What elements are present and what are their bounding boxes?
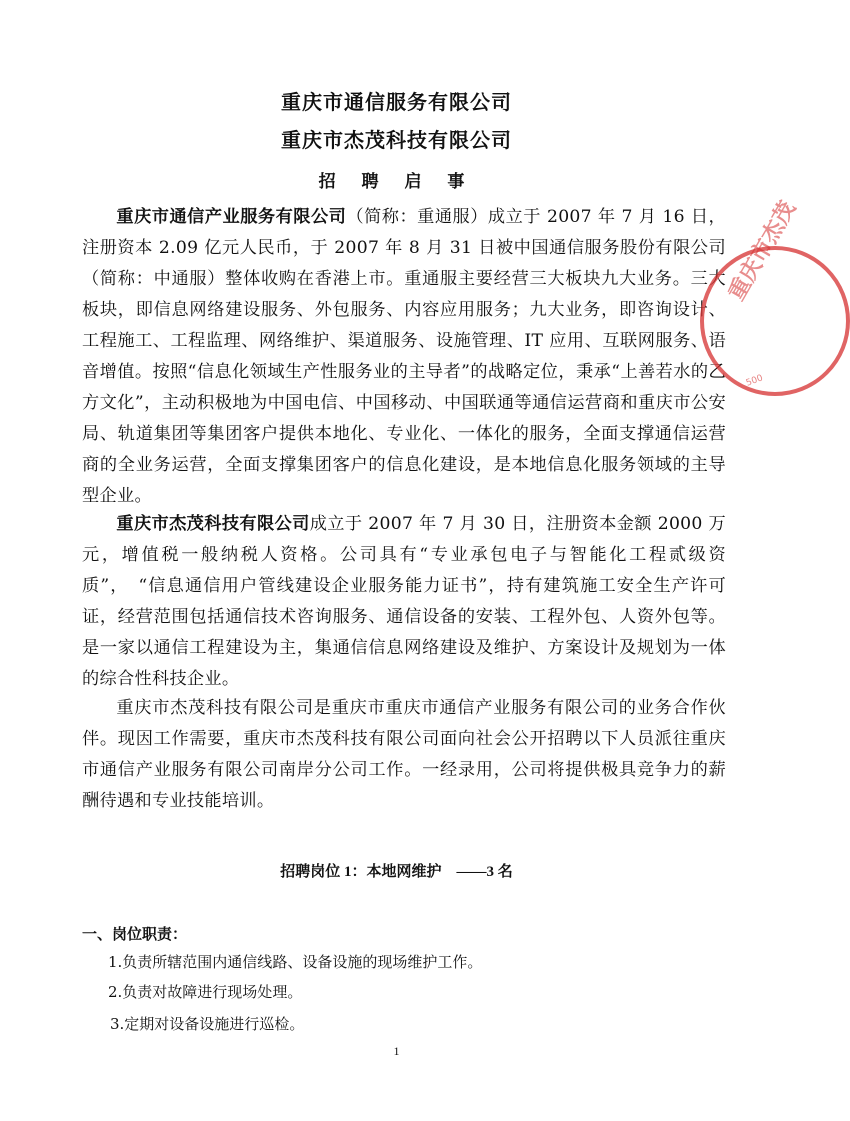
company-name-lead: 重庆市杰茂科技有限公司 <box>116 514 310 534</box>
paragraph-text: 重庆市杰茂科技有限公司是重庆市重庆市通信产业服务有限公司的业务合作伙伴。现因工作需要，重庆市杰茂科技有限公司面向社会公开招聘以下人员派往重庆市通信产业服务有限公司南岸分公司工作。一经录用，公司将提供极具竞争力的薪酬待遇和专业技能培训。 <box>82 698 726 811</box>
company-seal-stamp <box>700 196 850 396</box>
company-name-1: 重庆市通信服务有限公司 <box>281 90 512 114</box>
company-name-2: 重庆市杰茂科技有限公司 <box>281 128 512 152</box>
company-name-lead: 重庆市通信产业服务有限公司 <box>116 207 347 227</box>
seal-number: 500 <box>744 373 765 389</box>
seal-text: 重庆市杰茂 <box>723 196 801 305</box>
intro-paragraph-1 <box>82 202 726 512</box>
intro-paragraph-2 <box>82 509 726 695</box>
job-position-title: 招聘岗位 1：本地网维护 ——3 名 <box>280 864 513 880</box>
duty-item: 1.负责所辖范围内通信线路、设备设施的现场维护工作。 <box>108 953 483 971</box>
intro-paragraph-3 <box>82 693 726 817</box>
document-title: 招 聘 启 事 <box>318 172 475 192</box>
page-number: 1 <box>393 1044 400 1058</box>
paragraph-text: 成立于 2007 年 7 月 30 日，注册资本金额 2000 万元，增值税一般纳税人资格。公司具有“专业承包电子与智能化工程贰级资质”， “信息通信用户管线建设企业服务能力证书”，持有建筑施工安全生产许可证，经营范围包括通信技术咨询服务、通信设备的安装、工程外包、人资外包等。是一家以通信工程建设为主，集通信信息网络建设及维护、方案设计及规划为一体的综合性科技企业。 <box>82 514 726 689</box>
duty-item: 3.定期对设备设施进行巡检。 <box>110 1015 305 1033</box>
paragraph-text: （简称：重通服）成立于 2007 年 7 月 16 日，注册资本 2.09 亿元人民币，于 2007 年 8 月 31 日被中国通信服务股份有限公司（简称：中通服）整体收购在香港上市。重通服主要经营三大板块九大业务。三大板块，即信息网络建设服务、外包服务、内容应用服务；九大业务，即咨询设计、工程施工、工程监理、网络维护、渠道服务、设施管理、IT 应用、互联网服务、语音增值。按照“信息化领域生产性服务业的主导者”的战略定位，秉承“上善若水的乙方文化”，主动积极地为中国电信、中国移动、中国联通等通信运营商和重庆市公安局、轨道集团等集团客户提供本地化、专业化、一体化的服务，全面支撑通信运营商的全业务运营，全面支撑集团客户的信息化建设，是本地信息化服务领域的主导型企业。 <box>82 207 727 506</box>
duty-item: 2.负责对故障进行现场处理。 <box>108 983 303 1001</box>
section-heading: 一、岗位职责： <box>82 925 188 943</box>
